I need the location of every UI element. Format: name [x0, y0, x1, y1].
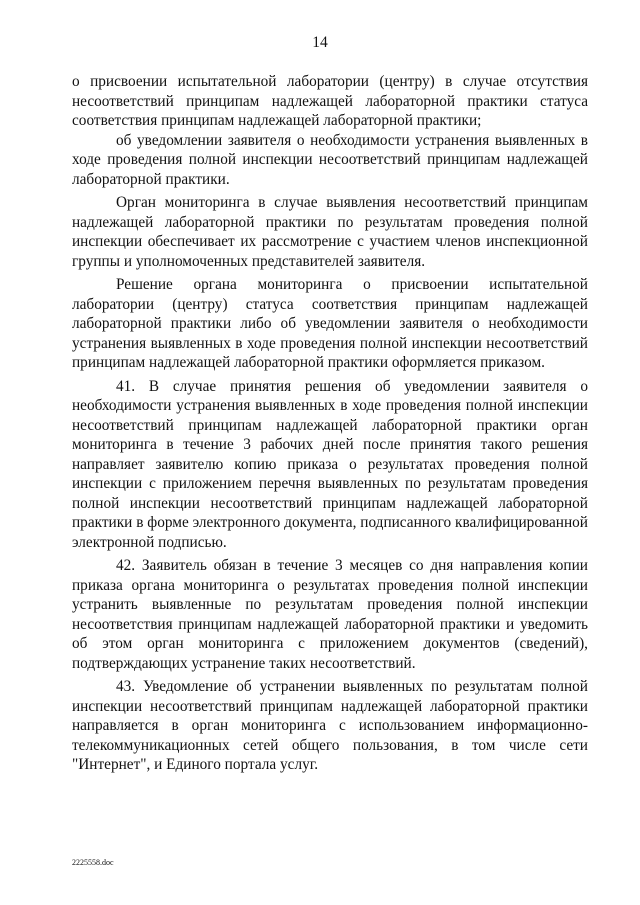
paragraph-43: 43. Уведомление об устранении выявленных по результатам полной инспекции несоответствий принципам надлежащей лабораторной практики направляется в орган мониторинга с использованием информационно-телекоммуникационных сетей общего пользования, в том числе сети "Интернет", и Единого портала услуг.: [72, 678, 588, 773]
paragraph-4: Решение органа мониторинга о присвоении испытательной лаборатории (центру) статуса соответствия принципам надлежащей лабораторной практики либо об уведомлении заявителя о необходимости устранения выявленных в ходе проведения полной инспекции несоответствий принципам надлежащей лабораторной практики оформляется приказом.: [72, 276, 588, 371]
paragraph-1: о присвоении испытательной лаборатории (центру) в случае отсутствия несоответствий принципам надлежащей лабораторной практики статуса соответствия принципам надлежащей лабораторной практики;: [72, 73, 588, 129]
paragraph-2: об уведомлении заявителя о необходимости устранения выявленных в ходе проведения полной инспекции несоответствий принципам надлежащей лабораторной практики.: [72, 131, 588, 188]
page-number: 14: [312, 34, 328, 51]
document-body: [72, 72, 588, 775]
footer-filename: 2225558.doc: [72, 858, 114, 867]
paragraph-3: Орган мониторинга в случае выявления несоответствий принципам надлежащей лабораторной практики по результатам проведения полной инспекции обеспечивает их рассмотрение с участием членов инспекционной группы и уполномоченных представителей заявителя.: [72, 194, 588, 270]
paragraph-41: 41. В случае принятия решения об уведомлении заявителя о необходимости устранения выявленных в ходе проведения полной инспекции несоответствий принципам надлежащей лабораторной практики орган мониторинга в течение 3 рабочих дней после принятия такого решения направляет заявителю копию приказа о результатах проведения полной инспекции с приложением перечня выявленных по результатам проведения полной инспекции несоответствий принципам надлежащей лабораторной практики в форме электронного документа, подписанного квалифицированной электронной подписью.: [72, 377, 588, 551]
paragraph-42: 42. Заявитель обязан в течение 3 месяцев со дня направления копии приказа органа мониторинга о результатах проведения полной инспекции устранить выявленные по результатам проведения полной инспекции несоответствия принципам надлежащей лабораторной практики и уведомить об этом орган мониторинга с приложением документов (сведений), подтверждающих устранение таких несоответствий.: [72, 557, 588, 672]
